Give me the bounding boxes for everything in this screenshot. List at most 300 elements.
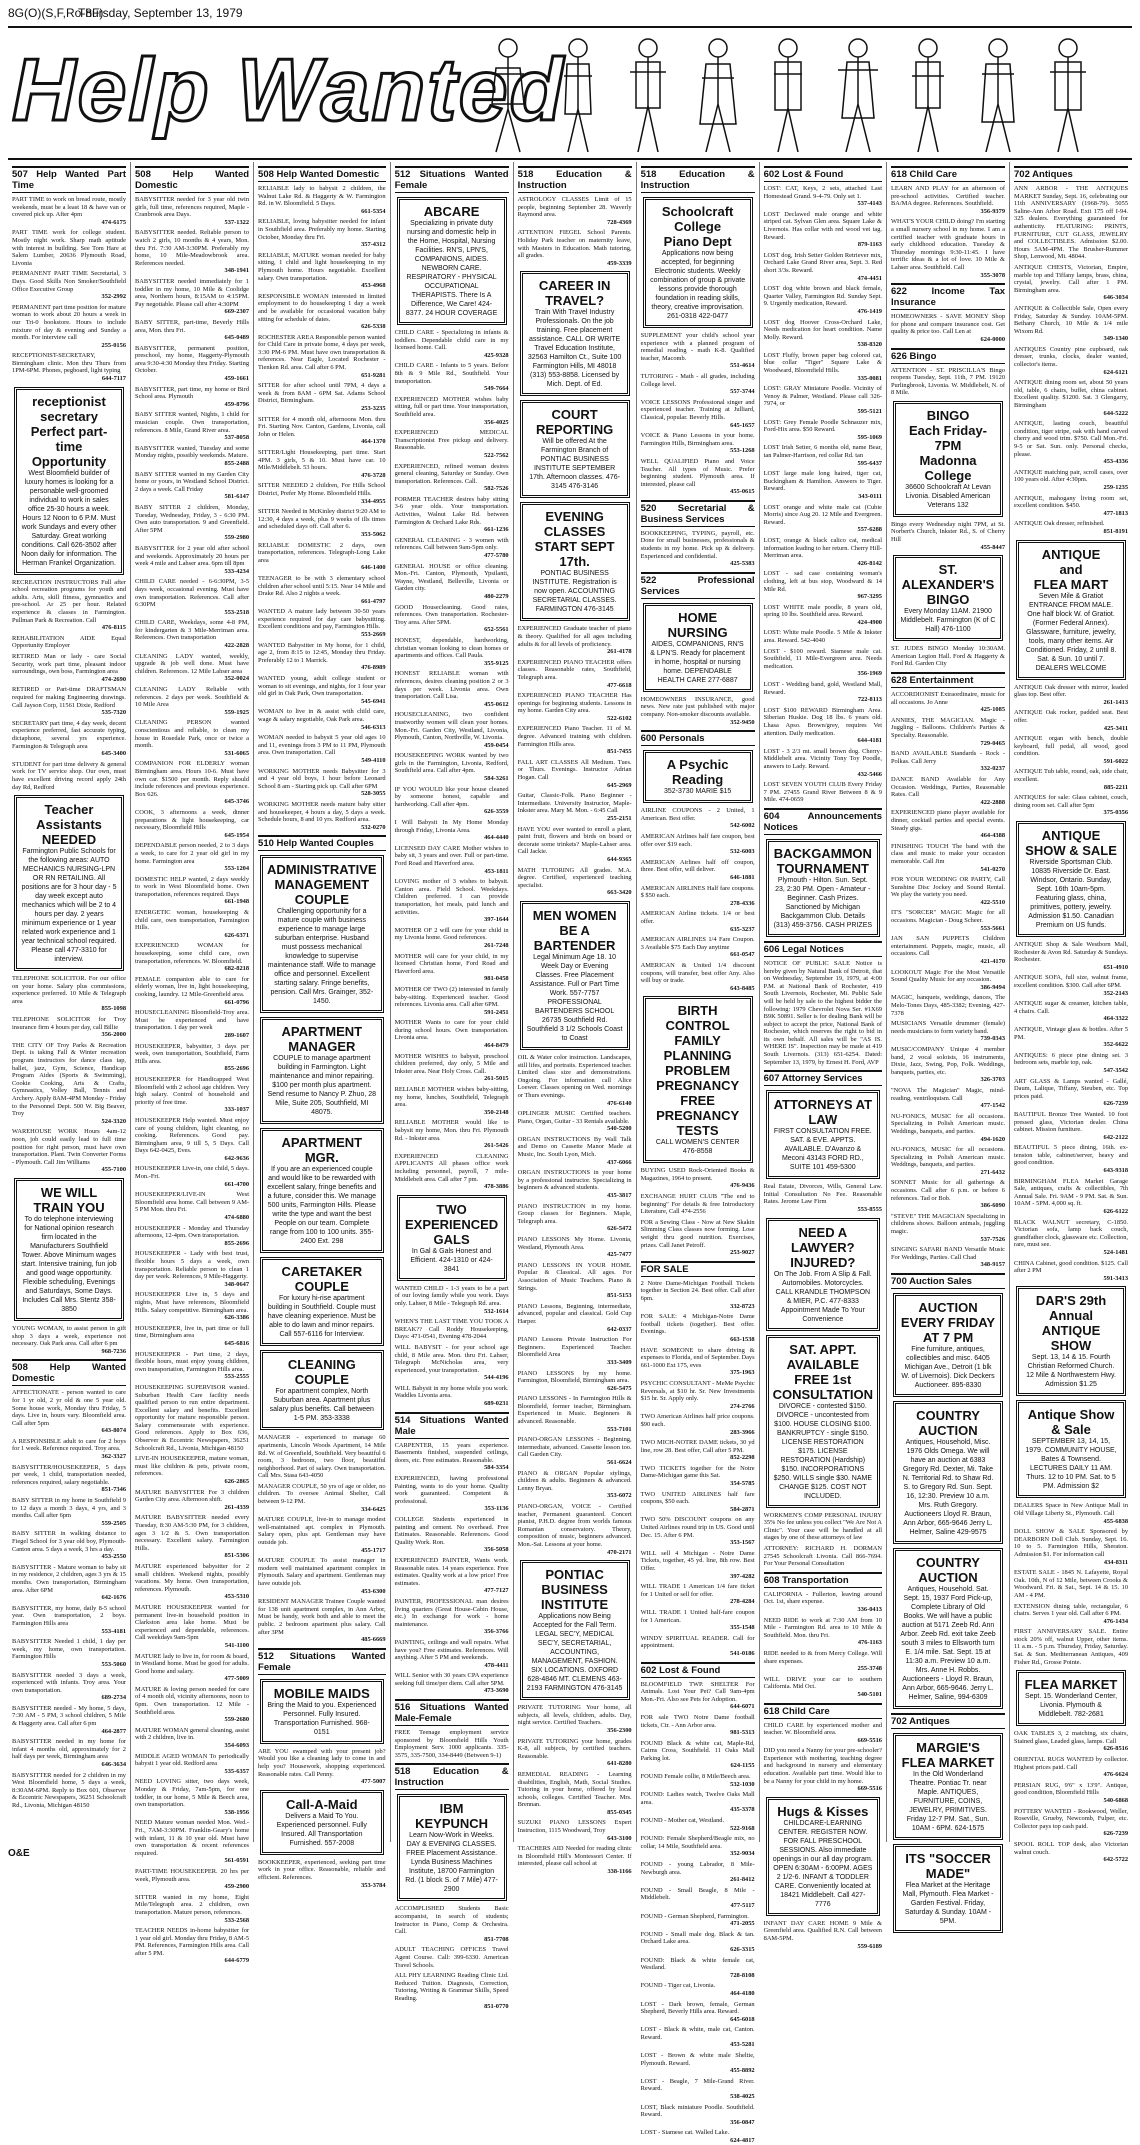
display-ad-body: Riverside Sportsman Club. 10835 Riverside Dr. East. Windsor, Ontario. Sunday, Sept. 16th 10am-5pm. Featuring glass, china, primitives, pottery, jewelry. Admission $1.50. Canadian Premium on US funds. (1028, 859, 1114, 930)
ad-text: WILL TRADE 1 American 1/4 fare ticket for 1 United or sell for offer. (640, 1583, 755, 1598)
ad-phone: 375-0356 (1103, 809, 1129, 817)
ad-phone: 350-2148 (484, 1108, 509, 1116)
ad-phone: 553-1268 (730, 447, 755, 455)
ad-text: LOST - Beagle, 7 Mile-Grand River. Reward. (640, 2077, 755, 2093)
section-heading: 618 Child Care (764, 1703, 882, 1719)
classified-ad (764, 1722, 882, 1745)
ad-phone: 455-0612 (484, 700, 509, 708)
ad-phone: 453-4336 (1103, 458, 1129, 466)
ad-text: BAND AVAILABLE Standards - Rock - Polkas. Call Jerry (891, 750, 1006, 765)
display-ad (893, 1401, 1003, 1544)
ad-phone: 645-1657 (730, 421, 755, 429)
ad-phone: 540-6868 (1103, 1797, 1129, 1804)
ad-phone: 453-4968 (361, 282, 386, 290)
ad-text: WILL sell 4 Michigan - Notre Dame Tickets, together, 45 yd. line, 8th row. Best Offer. (640, 1549, 755, 1572)
ad-phone: 626-7239 (1103, 1830, 1129, 1838)
ad-text: ANN ARBOR - THE ANTIQUES MARKET Sunday, Sept. 16, celebrating our 11th ANNIVERSARY (1968-79). 5055 Saline-Ann Arbor Road. Exit 175 off I-94. 325 dealers. Everything guaranteed for authenticity. FEATURING: PRINTS, FURNITURE, CUT GLASS, JEWELRY and COLLECTIBLES. Admission $2.00. Hours 5AM-4PM. The Brusher-Rummer Shop, Lenwood, Mi. 48044. (1014, 185, 1129, 261)
ad-text: ADULT TEACHING OFFICES Travel Agent Course. Call: 399-6330. American Travel Schools. (394, 1946, 509, 1969)
classified-ad (891, 313, 1005, 343)
display-ad (397, 1195, 507, 1281)
ad-text: SUPPLEMENT your child's school year experience with a planned program of remedial reading - math K-8. Qualified teacher, Macomb. (640, 332, 755, 362)
ad-text: MOTHER Wants to care for your child during school hours. Own transportation. Livonia area. (394, 1019, 509, 1042)
ad-text: AIRLINE COUPONS - 2 United, 1 American. Best offer. (640, 807, 755, 822)
classified-ad (135, 976, 249, 1006)
classified-ad (641, 885, 755, 908)
ad-phone: 645-2969 (607, 781, 632, 789)
ad-phone: 255-2151 (607, 815, 632, 822)
ad-phone: 661-4700 (224, 1180, 250, 1188)
ad-phone: 356-2000 (101, 1031, 127, 1039)
ad-phone: 348-1941 (224, 267, 250, 275)
classified-ad (518, 759, 632, 789)
ad-text: ANTIQUE, mahogany living room set, excellent condition. $450. (1014, 494, 1129, 510)
ad-text: JAN SAN PUPPETS Children entertainment. Puppets, magic, music, all occasions. Call (891, 935, 1006, 958)
classified-ad (518, 1303, 632, 1333)
classified-ad (518, 1236, 632, 1259)
ad-text: MANAGER - experienced to manage 60 apartments, Lincoln Woods Apartment, 14 Mile Rd. W. of Greenfield, Southfield. Very beautiful 6 room, 3 bedroom, two floor, beautiful neighborhood. Part of salary. Own transportation. Call Mrs. Stasa 643-4050 (258, 1434, 386, 1480)
classified-ad (641, 936, 755, 959)
ad-text: HOUSEKEEPER, babysitter, 3 days per week, own transportation, Southfield, Farm Hills area. (135, 1042, 250, 1065)
ad-text: CHILD CARE by experienced mother and teacher. W. Bloomfield area. (763, 1721, 882, 1737)
ad-text: WINDY SPIRITUAL READER. Call for appointment. (640, 1634, 755, 1650)
ad-text: ESTATE SALE - 1845 N. Lafayette, Royal Oak. 10th, N of 12 Mile, between Crooks & Woodward. Fri. & Sat., Sept. 14 & 15. 10 AM - 4 PM. (1014, 1569, 1129, 1599)
classified-ad (135, 1165, 249, 1188)
classified-ad (641, 1280, 755, 1310)
ad-text: RETIRED or Part-time DRAFTSMAN required for making Engineering drawings. Call Jayson Corp, 11561 Dixie, Redford (12, 686, 127, 709)
section-heading: 702 Antiques (891, 1713, 1005, 1729)
ad-phone: 645-1954 (224, 831, 250, 839)
ad-phone: 464-8479 (484, 1042, 509, 1050)
display-ad-headline: NEED A LAWYER? (791, 1224, 855, 1255)
ad-text: BABYSITTER/HOUSEKEEPER, 5 days per week, 1 child, transportation needed, references required, salary negotiable. (12, 1463, 127, 1486)
ad-phone: 643-8074 (101, 1427, 127, 1435)
ad-text: SINGING SAFARI BAND Versatile Music For Weddings, Parties. Call Chad (891, 1246, 1006, 1261)
ad-phone: 528-3055 (361, 790, 386, 798)
display-ad (766, 1797, 880, 1916)
classified-ad (764, 1591, 882, 1614)
ad-text: BUYING USED Rock-Oriented Books & Magazines, 1964 to present. (640, 1167, 755, 1182)
ad-text: WOMAN needed to babysit 5 year old ages 10 and 11, evenings from 3 PM to 11 PM, Plymouth area. Own transportation. Call (258, 734, 386, 757)
classified-ad (395, 604, 509, 634)
ad-phone: 561-0591 (224, 1857, 250, 1865)
classified-ad (518, 1503, 632, 1556)
ad-text: ART GLASS & Lamps wanted - Gallé, Daum, Lalique, Tiffany, Steuben, etc. Top prices paid. (1014, 1077, 1129, 1100)
ad-phone: 333-3409 (607, 1358, 632, 1366)
ad-text: BABY SITTER in my home in Southfield 9 to 12 days a month 3 days, 4 yrs, and 3 months. Call after 6pm (12, 1497, 127, 1520)
display-ad-headline: Madonna College (919, 452, 977, 483)
ad-phone: 332-8723 (730, 1302, 755, 1310)
ad-text: EXPERIENCED piano player available for dinner, cocktail parties and special events. Steady gigs. (891, 809, 1006, 832)
ad-text: RELIABLE MOTHER wishes baby-sitting, my home, lunches, Southfield, Telegraph area. (394, 1086, 509, 1109)
classified-columns (8, 162, 1132, 2144)
ad-text: TELEPHONE SOLICITOR. For our office on your home. Salary plus commissions, experience preferred. 10 Mile & Telegraph area (12, 975, 127, 1005)
display-ad-headline: ANTIQUE SHOW (1041, 1323, 1101, 1354)
classified-ad (518, 1262, 632, 1300)
ad-text: FEMALE companion able to care for elderly woman, live in, light housekeeping, cooking, laundry. 12 Mile-Greenfield area. (135, 975, 250, 998)
classified-ad (641, 1913, 755, 1928)
ad-phone: 652-5561 (484, 626, 509, 634)
classified-ad (1014, 1603, 1128, 1626)
classified-ad (258, 768, 386, 798)
ad-text: LOST Irish Setter, 6 months old, name Bear, tan Palmer-Harrison, red collar Rd. tan (763, 444, 882, 459)
classified-ad (641, 1681, 755, 1711)
ad-text: ANTIQUE Shop & Sale Westborn Mall, Rochester & Avon Rd. Saturday & Sundays. Rochester. (1014, 941, 1129, 964)
ad-phone: 591-3413 (1103, 1274, 1129, 1282)
classified-ad (258, 608, 386, 638)
display-ad (893, 1293, 1003, 1397)
ad-phone: 459-3339 (607, 259, 632, 267)
classified-ad (12, 1772, 126, 1810)
display-ad-headline: MOBILE MAIDS (273, 1685, 370, 1701)
classified-ad (764, 285, 882, 315)
section-heading: 510 Help Wanted Couples (258, 835, 386, 851)
classified-ad (135, 760, 249, 806)
classified-ad (1014, 1000, 1128, 1023)
ad-phone: 584-3354 (484, 1464, 509, 1472)
ad-text: SITTER NEEDED 2 children, For Hills School District, Prefer My Home. Bloomfield Hills. (258, 482, 386, 497)
classified-ad (518, 1336, 632, 1366)
classified-ad (641, 1193, 755, 1216)
classified-ad (641, 373, 755, 396)
classified-ad (258, 542, 386, 572)
classified-ad (518, 1169, 632, 1199)
ad-text: HOUSEKEEPING SUPERVISOR wanted. Suburban Health Care facility needs qualified person to run entire department. Excellent salary and benefits. Excellent opportunity for mature responsible person. Salary commensurate with experience. Good references. Apply to Box 636, Observer & Eccentric Newspapers, 36251 Schoolcraft Rd., Livonia, Michigan 48150 (135, 1383, 250, 1452)
section-heading: 600 Personals (641, 730, 755, 746)
classified-ad (258, 642, 386, 672)
ad-phone: 557-6288 (857, 526, 882, 534)
classified-ad (135, 1455, 249, 1485)
ad-phone: 261-5015 (484, 1075, 509, 1083)
display-ad-headline: APARTMENT MANAGER (281, 1024, 363, 1055)
display-ad (643, 603, 753, 692)
display-ad-headline: Schoolcraft College (661, 204, 734, 234)
ad-phone: 728-4369 (607, 218, 632, 226)
ad-phone: 644-7117 (101, 375, 127, 383)
ad-text: FOR YOUR WEDDING OR PARTY, Call Sunshine Disc Jockey and Sound Rental. We play the variety you need. (891, 876, 1006, 899)
ad-text: PERSIAN RUG, 9'6" x 13'9". Antique, good condition, Bloomfield Hills (1014, 1781, 1129, 1797)
ad-text: EXPERIENCED PIANO TEACHER Has openings for beginning students. Lessons in my home. Garden City area. (517, 692, 632, 715)
ad-phone: 546-6313 (361, 723, 386, 731)
ad-text: ACCOMPLISHED Students Basic accompanist, in search of students; Instructor in Piano, Comp & Orchestra. Call. (394, 1905, 509, 1936)
ad-text: AMERICAN AIRLINES Half fare coupons. $ $50 each. (640, 884, 755, 900)
ad-phone: 357-4312 (361, 241, 386, 249)
display-ad-headline: secretary (40, 408, 98, 424)
column-9 (1010, 162, 1132, 1864)
ad-phone: 533-2568 (224, 1916, 250, 1924)
classified-ad (641, 1219, 755, 1257)
classified-ad (135, 1727, 249, 1750)
ad-phone: 343-0111 (858, 492, 882, 500)
ad-phone: 538-4025 (730, 2093, 755, 2101)
classified-ad (764, 211, 882, 249)
ad-phone: 533-4234 (224, 567, 250, 575)
classified-ad (891, 969, 1005, 992)
section-heading: 604 Announcements Notices (764, 808, 882, 835)
classified-ad (395, 670, 509, 708)
section-heading: 516 Situations Wanted Male-Female (395, 1699, 509, 1726)
classified-ad (764, 960, 882, 1066)
classified-ad (641, 1491, 755, 1514)
display-ad (643, 197, 753, 328)
display-ad (397, 197, 507, 325)
display-ad-body: Every Monday 11AM. 21900 Middlebelt. Farmington (K of C Hall) 476-1100 (900, 608, 996, 634)
display-ad-headline: Teacher Assistants NEEDED (36, 802, 102, 848)
ad-phone: 535-6357 (224, 1767, 250, 1775)
ad-phone: 855-2488 (224, 460, 250, 467)
ad-text: REHABILITATION AIDE Equal Opportunity Employer (12, 634, 127, 650)
classified-ad (641, 962, 755, 992)
classified-ad (1014, 941, 1128, 971)
ad-phone: 422-5510 (980, 898, 1006, 906)
ad-text: WANTED CHILD - 1-3 years to be a part of our loving family while you work. Days only. Lahser, 8 Mile - Telegraph Rd. area. (394, 1284, 509, 1307)
ad-phone: 356-3766 (484, 1628, 509, 1636)
ad-text: ATTENTION FIEGEL School Parents. Holiday Park teacher on maternity leave, with Masters in Education. Math tutoring, all grades. (517, 229, 632, 260)
classified-ad (518, 196, 632, 226)
ad-text: LOST dog white brown and black female, Quarter Valley, Farmington Rd. Sunday Sept. 9. Urgently medication, Reward. (763, 285, 882, 308)
classified-ad (395, 878, 509, 924)
section-heading: 507 Help Wanted Part Time (12, 166, 126, 193)
ad-text: EXPERIENCED, having professional Painting, wants to do your home. Quality work guaranteed. Competent & professional. (394, 1475, 509, 1505)
classified-ad (12, 720, 126, 758)
ad-phone: 352-6622 (1103, 1041, 1129, 1049)
classified-ad (395, 927, 509, 950)
ad-phone: 537-8058 (224, 434, 250, 442)
display-ad-headline: TOURNAMENT (776, 860, 869, 876)
display-ad-headline: COURT REPORTING (535, 407, 614, 438)
ad-text: FOUND - Mother cat, Westland. (640, 1817, 725, 1825)
ad-text: FOUND Female collie, 8 Mile/Beech area. (640, 1773, 751, 1781)
ad-text: NEED LOVING sitter, two days week, Monday & Friday, 7am-5pm, for one toddler, in our home, 5 Mile & Beech area, own transportation. (135, 1778, 250, 1809)
ad-phone: 422-2888 (980, 798, 1006, 806)
classified-ad (518, 1470, 632, 1500)
ad-phone: 474-2690 (101, 675, 127, 683)
ad-phone: 477-5009 (224, 1675, 250, 1683)
display-ad (260, 855, 384, 1013)
section-heading: 518 Education & Instruction (641, 166, 755, 193)
display-ad (520, 1560, 630, 1700)
ad-phone: 356-5058 (484, 1546, 509, 1554)
ad-text: CHILD CARE needed - 6-6:30PM, 3-5 days week, occasional evening. Must have own transportation. References. Call after 6:30PM (135, 578, 250, 609)
ad-text: LOST, orange & black calico cat, medical information leading to her return. Cherry Hill-Merriman area. (763, 536, 882, 560)
ad-text: EXTENSION dining table, rectangular, 6 chairs. Serves 1 year old. Call after 6 PM. (1014, 1602, 1129, 1618)
ad-text: DEALERS Space in New Antique Mall in Old Village Liberty St., Plymouth. Call (1014, 1502, 1129, 1517)
ad-phone: 480-2279 (484, 593, 509, 600)
ad-text: ANTIQUE matching pair, scroll cases, over 100 years old. After 4:30pm. (1014, 468, 1129, 484)
classified-ad (395, 986, 509, 1016)
classified-ad (1014, 469, 1128, 492)
ad-phone: 642-1676 (101, 1594, 127, 1602)
ad-text: WORKING MOTHER needs Babysitter for 3 and 4 year old boys, 1 hour before Leonard School 8 am - Starting pick up. Call after 6PM (258, 767, 386, 790)
display-ad-body: Legal Minimum Age 18. 10 Week Day or Evening Classes. Free Placement Assistance. Full or Part Time Work. 557-7757 PROFESSIONAL BARTENDERS SCHOOL 26735 Southfield Rd. Southfield 3 1/2 Schools Coast to Coast (526, 953, 623, 1042)
classified-ad (395, 819, 509, 842)
classified-ad (891, 521, 1005, 551)
ad-phone: 261-1413 (1103, 698, 1129, 706)
ad-phone: 624-0000 (980, 335, 1006, 343)
classified-ad (135, 1351, 249, 1381)
ad-text: EXPERIENCED PIANO TEACHER offers classes. Reasonable rates, Southfield, Telegraph area. (517, 658, 632, 681)
ad-text: DOLL SHOW & SALE Sponsored by DEARBORN Doll Club. Sunday, Sept. 16. 10 to 5. Farmington Hills, Sheraton. Admission $1. For information call (1014, 1528, 1129, 1558)
classified-ad (891, 1179, 1005, 1209)
ad-phone: 352-0024 (224, 675, 250, 683)
classified-ad (518, 725, 632, 755)
classified-ad (258, 801, 386, 831)
ad-phone: 338-1166 (607, 1868, 632, 1876)
ad-phone: 478-4411 (484, 1661, 509, 1669)
display-ad-headline: ST. ALEXANDER'S (901, 562, 995, 593)
classified-ad (891, 1213, 1005, 1243)
ad-phone: 559-2980 (224, 534, 250, 542)
classified-ad (518, 826, 632, 864)
display-ad (893, 1548, 1003, 1709)
classified-ad (1014, 1730, 1128, 1753)
classified-ad (1014, 1144, 1128, 1174)
ad-phone: 278-4284 (730, 1598, 755, 1606)
classified-ad (135, 1868, 249, 1891)
ad-text: MATURE experienced babysitter for 2 small children. Weekend nights, possibly vacations. My home. Own transportation, references. Plymouth. (135, 1562, 250, 1593)
ad-phone: 885-2211 (1103, 783, 1129, 791)
ad-phone: 477-5117 (730, 1901, 755, 1909)
classified-ad (1014, 684, 1128, 707)
display-ad-body: 36600 Schoolcraft At Levan Livonia. Disabled American Veterans 132 (905, 483, 991, 509)
classified-ad (641, 1583, 755, 1606)
display-ad (260, 1679, 384, 1744)
display-ad-body: FIRST CONSULTATION FREE. SAT. & EVE. APPTS. AVAILABLE. D'Avanzo & Meconi 43143 FORD RD., SUITE 101 459-5300 (773, 1128, 872, 1172)
ad-text: COLLEGE Students experienced in painting and cement. No overhead. Free Estimates. Reasonable. References. Good Quality Work. Ron. (394, 1516, 509, 1546)
ad-phone: 595-1069 (857, 433, 882, 441)
section-heading: 606 Legal Notices (764, 941, 882, 957)
ad-phone: 464-4440 (484, 834, 509, 842)
ad-phone: 851-5153 (607, 1292, 632, 1300)
display-ad-body: DIVORCE - contested $150. DIVORCE - uncontested from $100. HOUSE CLOSING $100. BANKRUPTCY - single $150. LICENSE RESTORATION $175. LICENSE RESTORATION (Hardship) $150. INCORPORATIONS $250. WILLS single $30. NAME CHANGE $125. COST NOT INCLUDED. (773, 1402, 873, 1500)
display-ad-headline: ANTIQUE SHOW & SALE (1025, 828, 1117, 859)
classified-ad (135, 942, 249, 972)
ad-text: PRIVATE TUTORING Your home, all subjects, all levels, children, adults. Day, night service. Certified Teachers. (517, 1704, 632, 1727)
ad-text: DEPENDABLE person needed, 2 to 3 days a week, to care for 2 year old girl in my home. Farmington area (135, 842, 250, 865)
ad-text: FOR a Sewing Class - Now at New Skakin Slimming Class classes now forming. Lose weight thru good nutrition. Exercises, prizes. Call Janet Petroff. (640, 1218, 755, 1249)
ad-text: LEARN AND PLAY for an afternoon of pre-school activities. Certified teacher. BA/MA degree. References. Southfield. (891, 185, 1006, 208)
classified-ad (135, 876, 249, 906)
classified-ad (12, 1016, 126, 1039)
classified-ad (395, 1019, 509, 1049)
ad-phone: 271-6432 (980, 1168, 1006, 1176)
display-ad-body: Challenging opportunity for a mature couple with business experience to manage large suburban enterprise. Husband must possess mechanical knowledge to supervise maintenance staff. Wife to manage office and personnel. Excellent starting salary. Fringe benefits, pension. Call Mrs. Grainger, 352-1450. (267, 908, 376, 1006)
ad-text: Guitar, Classic-Folk. Piano Beginner - Intermediate. University Instructor, Maple-Inkster area. Mary M. Mon. - 6:45 Call (517, 792, 632, 815)
ad-phone: 261-4178 (607, 648, 632, 656)
ad-text: BABYSITTER for 2 year old after school and weekends. Approximately 20 hours per week 4 mile and Lahser area. 6pm till 8pm (135, 544, 250, 568)
display-ad-body: Antiques, Household, Misc. 1976 Olds Omega. We will have an auction at 6383 Gregory Rd. Dexter, Mi. Take N. Territorial Rd. to Shaw Rd. S. to Gregory Rd. Sun. Sept. 16, 12:30. Preview 10 a.m. Mrs. Ruth Gregory. Auctioneers Lloyd R. Braun, Ann Arbor, 665-9646 Jerry L. Helmer, Saline 429-9575 (902, 1439, 994, 1536)
ad-text: ANNIES, THE MAGICIAN. Magic - Juggling - Balloons. Children's Parties & Specialty. Reasonable. (891, 716, 1006, 739)
classified-ad (135, 545, 249, 575)
section-heading: 618 Child Care (891, 166, 1005, 182)
ad-text: CLEANING LADY Reliable with references. 2 days per week. Southfield & 10 Mile Area (135, 686, 250, 709)
ad-text: IF YOU WOULD like your house cleaned by someone honest, capable and hardworking. Call after 4pm. (394, 785, 509, 808)
display-ad-headline: COUNTRY AUCTION (916, 1555, 980, 1585)
ad-phone: 437-6066 (607, 1158, 632, 1166)
ad-phone: 289-1607 (224, 1031, 250, 1039)
ad-text: LOST - Wedding band, gold, Westland Mall, Reward. (763, 681, 882, 696)
classified-ad (1014, 520, 1128, 535)
ad-text: AMERICAN Airlines half fare coupon, best offer over $19 each. (640, 833, 755, 848)
classified-ad (764, 681, 882, 704)
classified-ad (764, 629, 882, 644)
display-ad-body: SEPTEMBER 13, 14, 15, 1979. COMMUNITY HOUSE, Bates & Townsend. LECTURES DAILY 11 AM. Thurs. 12 to 10 PM. Sat. to 5 PM. Admission $2 (1025, 1438, 1117, 1491)
ad-phone: 729-0465 (980, 739, 1006, 747)
classified-ad (764, 748, 882, 778)
classified-ad (395, 1119, 509, 1149)
ad-phone: 356-1969 (857, 670, 882, 678)
classified-ad (764, 319, 882, 349)
display-ad-body: PONTIAC BUSINESS INSTITUTE. Registration is now open. ACCOUNTING SECRETARIAL CLASSES. FARMINGTON 476-3145 (532, 570, 617, 614)
ad-text: BABYSITTER needed. Reliable person to watch 2 girls, 10 months & 4 years, Mon. thru Fri. 7:30 AM-3:30PM. Preferably my home, 10 Mile-Meadowbrook area. References needed. (135, 229, 250, 267)
display-ad-body: Applications now Being Accepted for the Fall Term. LEGAL SEC'Y, MEDICAL SEC'Y, SECRETARIAL, ACCOUNTING, MANAGEMENT, FASHION. SIX LOCATIONS. OXFORD 628-4846 MT. CLEMENS 463-2193 FARMINGTON 476-3145 (526, 1613, 623, 1693)
ad-phone: 642-5722 (1103, 1856, 1129, 1864)
column-6 (637, 162, 760, 2144)
ad-phone: 356-4025 (484, 418, 509, 426)
display-ad-body: Applications now being accepted, for beginning Electronic students. Weekly combination of group & private lessons provide thorough foundation in reading skills, theory, creative improvisation. 261-0318 422-0477 (650, 250, 746, 320)
ad-phone: 455-6838 (1103, 1517, 1129, 1525)
ad-phone: 549-4110 (361, 756, 386, 764)
classified-ad (764, 352, 882, 382)
ad-phone: 356-0847 (730, 2118, 755, 2126)
display-ad-headline: Each Friday-7PM (908, 422, 988, 453)
classified-ad (395, 637, 509, 667)
column-1 (8, 162, 131, 1842)
classified-ad (395, 1285, 509, 1315)
classified-ad (135, 196, 249, 226)
ad-text: LOST WHITE male poodle, 8 years old, spring 10 lbs. Southfield area. Reward. (763, 603, 882, 619)
ad-phone: 375-1963 (730, 1369, 755, 1377)
ad-text: LOST - $100 reward. Siamese male cat. Southfield, 11 Mile-Evergreen area. Needs medication. (763, 647, 882, 670)
classified-ad (1014, 1782, 1128, 1805)
ad-text: BLACK WALNUT secretary, C-1850. Victorian sofa, lamp back couch, grandfather clock, glassware etc. Collection, rare, must see. (1014, 1218, 1129, 1249)
classified-ad (395, 1729, 509, 1759)
ad-text: RESPONSIBLE WOMAN interested in limited employment to do housekeeping 1 day a week and be available for occasional vacation baby sitting for schedule of dates. (258, 292, 386, 323)
display-ad-headline: ANTIQUE (1041, 546, 1101, 562)
ad-text: LOST - Siamese cat. Walled Lake. (640, 2129, 730, 2137)
display-ad-headline: Call-A-Maid (286, 1796, 358, 1812)
section-heading: 626 Bingo (891, 348, 1005, 364)
classified-ad (641, 1982, 755, 1997)
ad-phone: 663-3420 (607, 889, 632, 897)
classified-ad (395, 953, 509, 983)
classified-ad (891, 717, 1005, 747)
display-ad-body: Farmington Public Schools for the following areas: AUTO MECHANICS NURSING-LPN OR RN RETAILING. All positions are for 3 hour day - 5 day week except auto mechanics which will be 2 to 4 hours per day. 2 years minimum experience or 1 year related work experience and 1 year technical school required. Please call 477-3310 for interview. (21, 848, 117, 964)
ad-phone: 354-5785 (730, 1480, 755, 1488)
classified-ad (891, 809, 1005, 839)
ad-phone: 739-0343 (980, 1035, 1006, 1043)
ad-text: ANTIQUES: 6 piece pine dining set. 3 bedroom sets, marble top, oak. (1014, 1051, 1129, 1067)
ad-phone: 626-7239 (1103, 1100, 1129, 1108)
ad-text: BEAUTIFUL 5 piece dining, 16th. ex-tension table, cabinet/server, heavy and good condition. (1014, 1144, 1129, 1167)
ad-text: WOMAN to live in & assist with child care, wage & salary negotiable, Oak Park area. (258, 708, 386, 723)
ad-text: STUDENT for part time delivery & general work for TV service shop. Our own, must have excellent driving record apply 24th day Rd, Redford (12, 760, 127, 791)
classified-ad (764, 781, 882, 804)
classified-ad (135, 1894, 249, 1924)
ad-phone: 595-6437 (857, 459, 882, 467)
ad-text: FOUND - young Labrador, 8 Mile-Newburgh area. (640, 1861, 755, 1876)
ad-phone: 626-3559 (484, 808, 509, 816)
section-heading: 518 Education & Instruction (518, 166, 632, 193)
ad-text: SITTER for after school until 7PM, 4 days a week & from 8AM - 6PM Sat. Adams School District, Birmingham. (258, 382, 386, 405)
classified-ad (12, 761, 126, 791)
ad-phone: 645-6816 (224, 1339, 250, 1347)
ad-text: RELIABLE, loving babysitter needed for infant in Southfield area. Preferably my home. Starting October, Monday thru Fri. (258, 218, 386, 241)
ad-text: LOST large male long haired, tiger cat, Buckingham & Hamilton. Answers to Tiger. Reward. (763, 470, 882, 493)
ad-phone: 474-4451 (857, 274, 882, 282)
ad-phone: 544-4196 (484, 1374, 509, 1382)
ad-text: OAK TABLES 3, 2 matching, six chairs, Stained glass, Leaded glass, lamps. Call (1014, 1730, 1129, 1745)
classified-ad (395, 329, 509, 359)
